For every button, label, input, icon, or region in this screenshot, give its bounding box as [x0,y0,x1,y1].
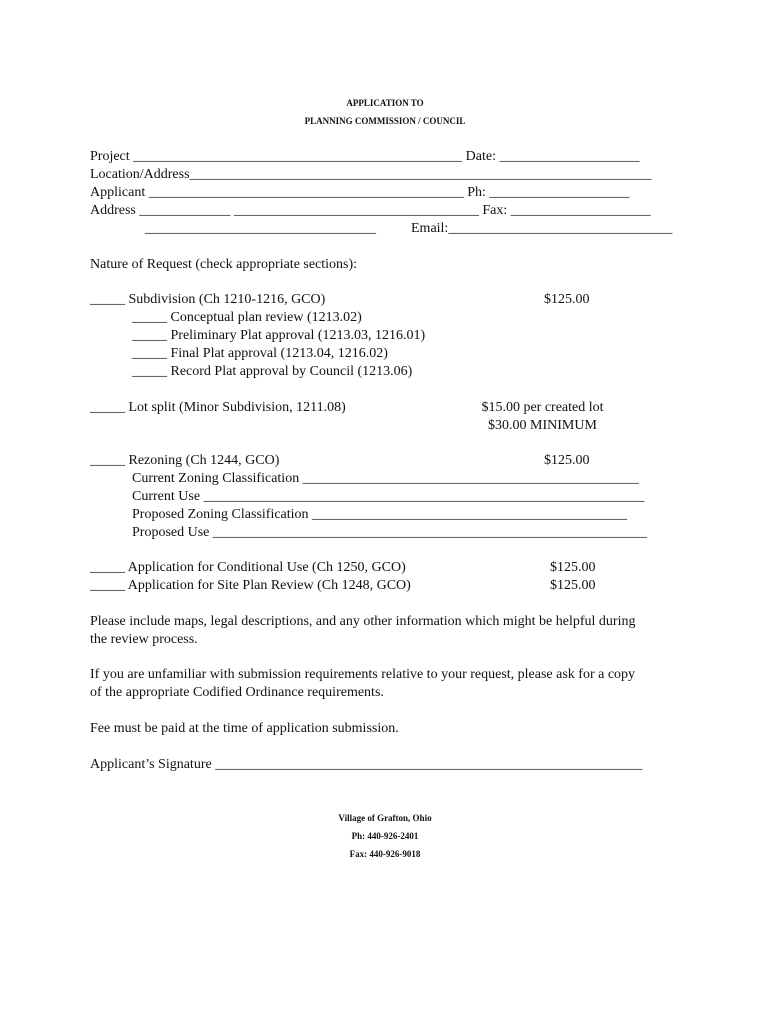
current-zoning-field[interactable]: Current Zoning Classification ________________________________________________ [132,471,639,486]
unfamiliar-note-line-1: If you are unfamiliar with submission requirements relative to your request, please ask for a copy [90,667,636,682]
maps-note-line-1: Please include maps, legal descriptions, and any other information which might be helpful during [90,614,636,629]
page-title-line-1: APPLICATION TO [346,98,424,108]
lot-split-fee: $15.00 per created lot [481,400,604,415]
applicant-signature-field[interactable]: Applicant’s Signature _____________________________________________________________ [90,757,643,772]
email-field[interactable]: Email:________________________________ [411,221,673,236]
fee-payment-note: Fee must be paid at the time of application submission. [90,721,399,736]
final-plat-checkbox[interactable]: _____ Final Plat approval (1213.04, 1216.02) [132,346,388,361]
proposed-zoning-field[interactable]: Proposed Zoning Classification _____________________________________________ [132,507,628,522]
conditional-use-checkbox[interactable]: _____ Application for Conditional Use (Ch 1250, GCO) [90,560,406,575]
footer-phone: Ph: 440-926-2401 [351,831,419,841]
subdivision-fee: $125.00 [544,292,590,307]
address-fax-field[interactable]: Address _____________ ___________________________________ Fax: ____________________ [90,203,651,218]
rezoning-checkbox[interactable]: _____ Rezoning (Ch 1244, GCO) [90,453,280,468]
site-plan-review-checkbox[interactable]: _____ Application for Site Plan Review (Ch 1248, GCO) [90,578,411,593]
conceptual-plan-checkbox[interactable]: _____ Conceptual plan review (1213.02) [132,310,362,325]
address-continuation-field[interactable]: _________________________________ [145,221,376,236]
page-title-line-2: PLANNING COMMISSION / COUNCIL [304,116,466,126]
footer-village: Village of Grafton, Ohio [338,813,432,823]
subdivision-checkbox[interactable]: _____ Subdivision (Ch 1210-1216, GCO) [90,292,326,307]
record-plat-checkbox[interactable]: _____ Record Plat approval by Council (1213.06) [132,364,413,379]
project-date-field[interactable]: Project _______________________________________________ Date: ____________________ [90,149,640,164]
unfamiliar-note-line-2: of the appropriate Codified Ordinance requirements. [90,685,384,700]
conditional-use-fee: $125.00 [550,560,596,575]
location-address-field[interactable]: Location/Address__________________________________________________________________ [90,167,652,182]
lot-split-checkbox[interactable]: _____ Lot split (Minor Subdivision, 1211.08) [90,400,346,415]
preliminary-plat-checkbox[interactable]: _____ Preliminary Plat approval (1213.03, 1216.01) [132,328,426,343]
nature-of-request-heading: Nature of Request (check appropriate sections): [90,257,358,272]
current-use-field[interactable]: Current Use _______________________________________________________________ [132,489,645,504]
footer-fax: Fax: 440-926-9018 [349,849,421,859]
lot-split-minimum: $30.00 MINIMUM [488,418,597,433]
proposed-use-field[interactable]: Proposed Use ______________________________________________________________ [132,525,647,540]
site-plan-review-fee: $125.00 [550,578,596,593]
rezoning-fee: $125.00 [544,453,590,468]
maps-note-line-2: the review process. [90,632,198,647]
applicant-phone-field[interactable]: Applicant _____________________________________________ Ph: ____________________ [90,185,630,200]
